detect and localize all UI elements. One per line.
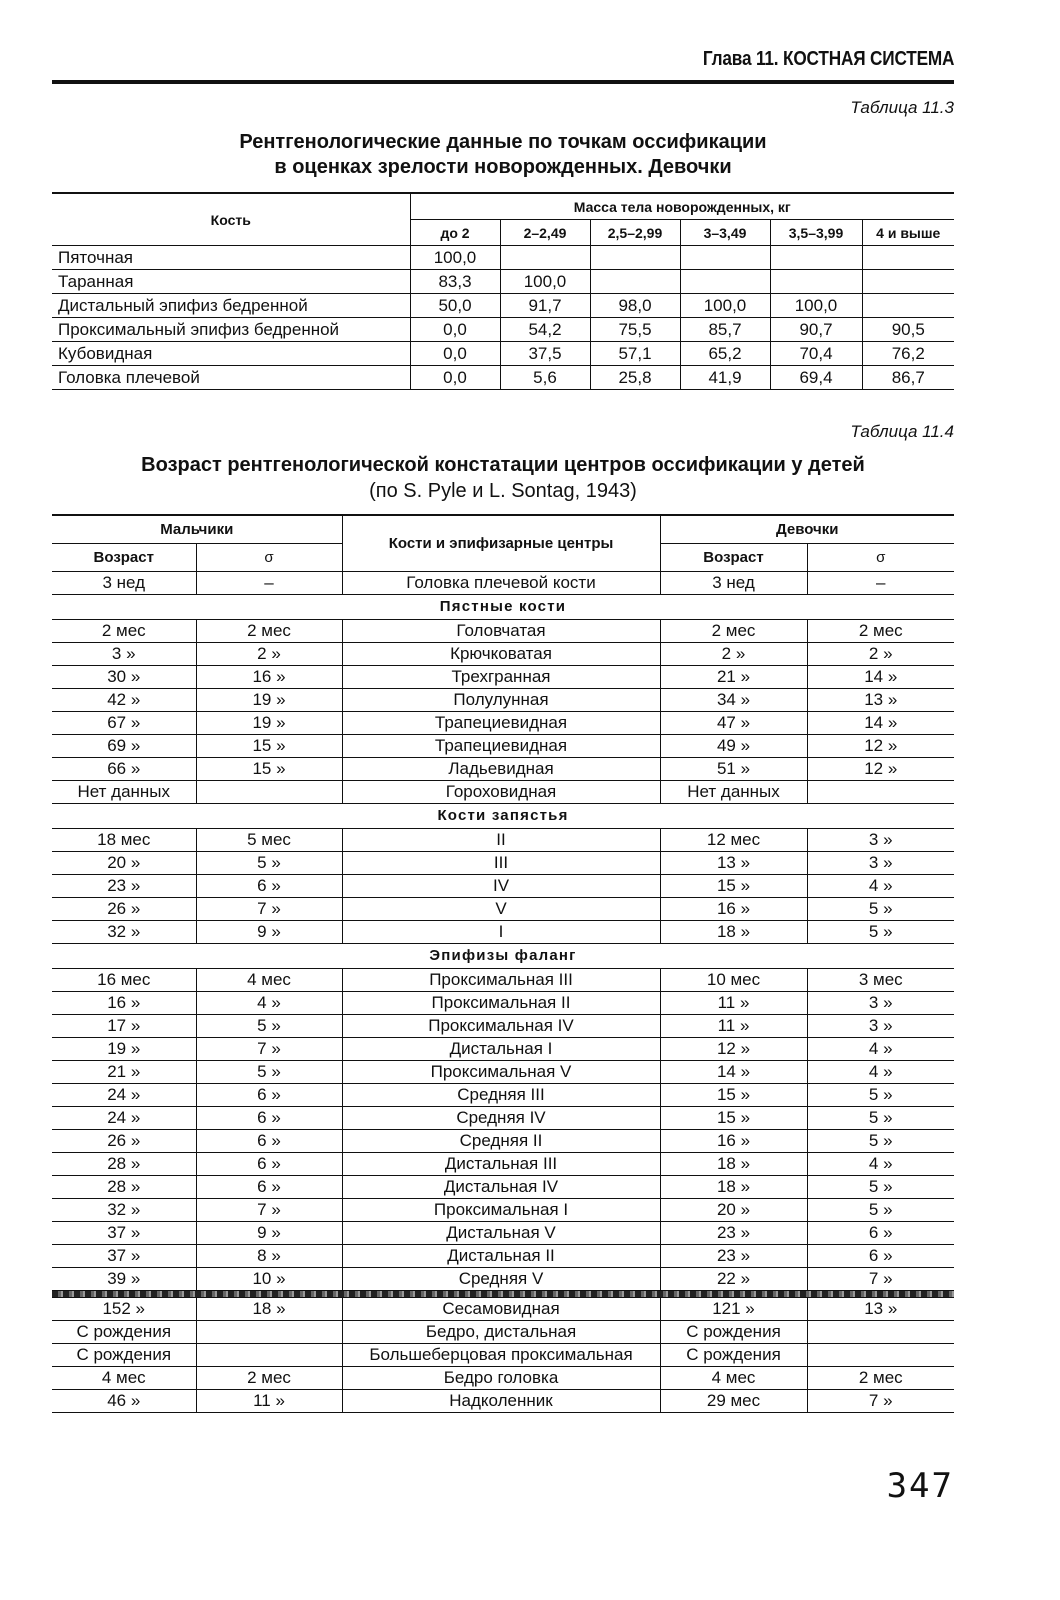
center-name-cell: Дистальная III [342, 1153, 660, 1176]
center-name-cell: Трапециевидная [342, 735, 660, 758]
table-11-4 [52, 514, 954, 1413]
girls-sigma-cell: 4 » [807, 875, 954, 898]
table-row [52, 852, 954, 875]
table-row [52, 898, 954, 921]
table-row [52, 1390, 954, 1413]
girls-age-cell: Нет данных [660, 781, 807, 804]
center-name-cell: Проксимальная II [342, 992, 660, 1015]
value-cell: 85,7 [680, 318, 770, 342]
value-cell [862, 294, 954, 318]
girls-sigma-cell: 5 » [807, 1084, 954, 1107]
bone-name-cell: Кубовидная [52, 342, 410, 366]
girls-age-cell: 11 » [660, 992, 807, 1015]
girls-age-cell: С рождения [660, 1344, 807, 1367]
girls-age-cell: 29 мес [660, 1390, 807, 1413]
table-row [52, 1222, 954, 1245]
table-row [52, 1084, 954, 1107]
girls-age-cell: 15 » [660, 875, 807, 898]
value-cell: 83,3 [410, 270, 500, 294]
center-name-cell: Надколенник [342, 1390, 660, 1413]
boys-sigma-cell: 6 » [196, 1107, 342, 1130]
table-row [52, 666, 954, 689]
boys-age-cell: 16 мес [52, 969, 196, 992]
table-11-3-body [52, 246, 954, 390]
value-cell [590, 246, 680, 270]
column-header-centers: Кости и эпифизарные центры [342, 515, 660, 572]
boys-sigma-cell: 5 мес [196, 829, 342, 852]
boys-sigma-cell: 9 » [196, 1222, 342, 1245]
girls-age-cell: 2 » [660, 643, 807, 666]
table-row [52, 342, 954, 366]
table-row [52, 1321, 954, 1344]
boys-sigma-cell: 2 мес [196, 1367, 342, 1390]
girls-age-cell: 13 » [660, 852, 807, 875]
girls-sigma-cell: 5 » [807, 1199, 954, 1222]
table-row [52, 875, 954, 898]
girls-sigma-cell: 3 » [807, 852, 954, 875]
value-cell: 50,0 [410, 294, 500, 318]
girls-sigma-cell: 12 » [807, 758, 954, 781]
table-row [52, 689, 954, 712]
boys-sigma-cell: 6 » [196, 1176, 342, 1199]
boys-age-cell: 26 » [52, 1130, 196, 1153]
girls-sigma-cell: 14 » [807, 666, 954, 689]
boys-sigma-cell: 6 » [196, 875, 342, 898]
table-row [52, 781, 954, 804]
center-name-cell: Дистальная II [342, 1245, 660, 1268]
table-row [52, 1038, 954, 1061]
value-cell [590, 270, 680, 294]
table-row [52, 1130, 954, 1153]
boys-sigma-cell: 5 » [196, 852, 342, 875]
center-name-cell: Средняя III [342, 1084, 660, 1107]
girls-age-cell: 12 » [660, 1038, 807, 1061]
boys-age-cell: 3 » [52, 643, 196, 666]
table-row [52, 992, 954, 1015]
boys-sigma-cell: 2 мес [196, 620, 342, 643]
table-11-4-number: Таблица 11.4 [850, 422, 954, 441]
boys-sigma-cell: 10 » [196, 1268, 342, 1291]
girls-age-cell: 4 мес [660, 1367, 807, 1390]
table-row [52, 643, 954, 666]
center-name-cell: Бедро, дистальная [342, 1321, 660, 1344]
girls-sigma-cell: 3 » [807, 829, 954, 852]
boys-sigma-cell: 7 » [196, 1199, 342, 1222]
girls-sigma-cell: 5 » [807, 921, 954, 944]
column-header-weight: 2,5–2,99 [590, 220, 680, 246]
value-cell: 76,2 [862, 342, 954, 366]
table-row [52, 270, 954, 294]
section-row [52, 804, 954, 829]
boys-sigma-cell: 4 мес [196, 969, 342, 992]
value-cell: 0,0 [410, 366, 500, 390]
center-name-cell: V [342, 898, 660, 921]
girls-sigma-cell: 5 » [807, 1107, 954, 1130]
center-name-cell: Крючковатая [342, 643, 660, 666]
boys-age-cell: 16 » [52, 992, 196, 1015]
girls-sigma-cell: 3 мес [807, 969, 954, 992]
center-name-cell: Проксимальная IV [342, 1015, 660, 1038]
girls-age-cell: 18 » [660, 1176, 807, 1199]
column-header-weight: 3,5–3,99 [770, 220, 862, 246]
center-name-cell: Проксимальная I [342, 1199, 660, 1222]
table-row [52, 969, 954, 992]
table-row [52, 318, 954, 342]
value-cell: 69,4 [770, 366, 862, 390]
value-cell: 41,9 [680, 366, 770, 390]
center-name-cell: IV [342, 875, 660, 898]
center-name-cell: Большеберцовая проксимальная [342, 1344, 660, 1367]
girls-sigma-cell: 13 » [807, 1298, 954, 1321]
boys-sigma-cell: 5 » [196, 1015, 342, 1038]
section-row [52, 944, 954, 969]
boys-sigma-cell: 19 » [196, 689, 342, 712]
boys-age-cell: 19 » [52, 1038, 196, 1061]
table-row [52, 294, 954, 318]
girls-age-cell: 51 » [660, 758, 807, 781]
value-cell: 75,5 [590, 318, 680, 342]
table-row [52, 1344, 954, 1367]
value-cell: 5,6 [500, 366, 590, 390]
scan-divider [52, 1291, 954, 1298]
boys-age-cell: 28 » [52, 1176, 196, 1199]
column-header-girls-age: Возраст [660, 544, 807, 572]
boys-sigma-cell: 11 » [196, 1390, 342, 1413]
boys-sigma-cell: 7 » [196, 898, 342, 921]
bone-name-cell: Таранная [52, 270, 410, 294]
value-cell [770, 246, 862, 270]
center-name-cell: Средняя II [342, 1130, 660, 1153]
value-cell: 37,5 [500, 342, 590, 366]
value-cell: 65,2 [680, 342, 770, 366]
table-row [52, 1061, 954, 1084]
boys-age-cell: 39 » [52, 1268, 196, 1291]
boys-age-cell: 17 » [52, 1015, 196, 1038]
center-name-cell: Дистальная IV [342, 1176, 660, 1199]
column-header-boys-age: Возраст [52, 544, 196, 572]
boys-age-cell: 32 » [52, 921, 196, 944]
boys-sigma-cell: 2 » [196, 643, 342, 666]
boys-age-cell: С рождения [52, 1321, 196, 1344]
page-number: 347 [886, 1466, 954, 1506]
bone-name-cell: Пяточная [52, 246, 410, 270]
value-cell: 86,7 [862, 366, 954, 390]
center-name-cell: Трапециевидная [342, 712, 660, 735]
girls-sigma-cell: 4 » [807, 1061, 954, 1084]
girls-age-cell: 16 » [660, 1130, 807, 1153]
boys-age-cell: 46 » [52, 1390, 196, 1413]
section-heading: Кости запястья [52, 804, 954, 829]
table-11-4-title: Возраст рентгенологической констатации центров оссификации у детей [141, 454, 865, 476]
girls-age-cell: 14 » [660, 1061, 807, 1084]
boys-age-cell: 66 » [52, 758, 196, 781]
value-cell: 0,0 [410, 342, 500, 366]
boys-age-cell: 67 » [52, 712, 196, 735]
boys-sigma-cell: 16 » [196, 666, 342, 689]
girls-age-cell: 20 » [660, 1199, 807, 1222]
girls-age-cell: 21 » [660, 666, 807, 689]
boys-sigma-cell: 19 » [196, 712, 342, 735]
section-row [52, 595, 954, 620]
boys-age-cell: 21 » [52, 1061, 196, 1084]
column-header-boys-sigma: σ [196, 544, 342, 572]
boys-age-cell: 30 » [52, 666, 196, 689]
boys-age-cell: 2 мес [52, 620, 196, 643]
column-header-girls: Девочки [660, 515, 954, 544]
column-header-bone: Кость [52, 193, 410, 246]
table-row [52, 246, 954, 270]
table-row [52, 1176, 954, 1199]
girls-age-cell: 10 мес [660, 969, 807, 992]
column-header-weight: 4 и выше [862, 220, 954, 246]
boys-sigma-cell [196, 1321, 342, 1344]
girls-age-cell: 18 » [660, 1153, 807, 1176]
girls-sigma-cell: 6 » [807, 1245, 954, 1268]
center-name-cell: Средняя V [342, 1268, 660, 1291]
table-row [52, 1107, 954, 1130]
boys-sigma-cell: 9 » [196, 921, 342, 944]
girls-age-cell: 34 » [660, 689, 807, 712]
value-cell [500, 246, 590, 270]
boys-age-cell: 152 » [52, 1298, 196, 1321]
bone-name-cell: Проксимальный эпифиз бедренной [52, 318, 410, 342]
girls-sigma-cell: 3 » [807, 992, 954, 1015]
boys-age-cell: 32 » [52, 1199, 196, 1222]
girls-age-cell: 23 » [660, 1222, 807, 1245]
center-name-cell: Дистальная I [342, 1038, 660, 1061]
center-name-cell: Дистальная V [342, 1222, 660, 1245]
boys-sigma-cell: 6 » [196, 1130, 342, 1153]
column-header-weight: 2–2,49 [500, 220, 590, 246]
table-11-4-subtitle: (по S. Pyle и L. Sontag, 1943) [369, 480, 637, 502]
girls-sigma-cell [807, 781, 954, 804]
boys-age-cell: 24 » [52, 1084, 196, 1107]
table-row [52, 1199, 954, 1222]
table-11-3-title-line2: в оценках зрелости новорожденных. Девочки [274, 156, 732, 178]
table-11-3-title-line1: Рентгенологические данные по точкам оссификации [239, 131, 767, 153]
boys-age-cell: 20 » [52, 852, 196, 875]
table-row [52, 712, 954, 735]
boys-sigma-cell: 4 » [196, 992, 342, 1015]
table-row [52, 1153, 954, 1176]
girls-age-cell: 23 » [660, 1245, 807, 1268]
column-header-weight-group: Масса тела новорожденных, кг [410, 193, 954, 220]
boys-age-cell: С рождения [52, 1344, 196, 1367]
center-name-cell: Гороховидная [342, 781, 660, 804]
boys-sigma-cell [196, 1344, 342, 1367]
girls-sigma-cell: 4 » [807, 1038, 954, 1061]
boys-age-cell: 4 мес [52, 1367, 196, 1390]
girls-age-cell: 15 » [660, 1107, 807, 1130]
value-cell: 25,8 [590, 366, 680, 390]
table-row [52, 1015, 954, 1038]
boys-age-cell: 69 » [52, 735, 196, 758]
boys-age-cell: 37 » [52, 1245, 196, 1268]
girls-sigma-cell: 2 » [807, 643, 954, 666]
center-name-cell: Трехгранная [342, 666, 660, 689]
section-heading: Эпифизы фаланг [52, 944, 954, 969]
boys-age-cell: 23 » [52, 875, 196, 898]
chapter-header [52, 44, 954, 84]
value-cell: 100,0 [770, 294, 862, 318]
boys-sigma-cell: 6 » [196, 1084, 342, 1107]
girls-sigma-cell: 2 мес [807, 620, 954, 643]
girls-sigma-cell: 13 » [807, 689, 954, 712]
table-row [52, 758, 954, 781]
table-11-3-number: Таблица 11.3 [850, 98, 954, 117]
center-name-cell: Головка плечевой кости [342, 572, 660, 595]
table-row [52, 1268, 954, 1291]
girls-sigma-cell: – [807, 572, 954, 595]
value-cell [862, 270, 954, 294]
table-row [52, 1298, 954, 1321]
center-name-cell: I [342, 921, 660, 944]
value-cell: 90,7 [770, 318, 862, 342]
value-cell: 57,1 [590, 342, 680, 366]
girls-sigma-cell: 7 » [807, 1268, 954, 1291]
girls-age-cell: С рождения [660, 1321, 807, 1344]
table-row [52, 1245, 954, 1268]
center-name-cell: Проксимальная III [342, 969, 660, 992]
girls-sigma-cell: 3 » [807, 1015, 954, 1038]
girls-age-cell: 18 » [660, 921, 807, 944]
boys-sigma-cell: – [196, 572, 342, 595]
girls-age-cell: 11 » [660, 1015, 807, 1038]
boys-sigma-cell: 7 » [196, 1038, 342, 1061]
center-name-cell: III [342, 852, 660, 875]
girls-age-cell: 12 мес [660, 829, 807, 852]
value-cell [680, 246, 770, 270]
girls-sigma-cell: 4 » [807, 1153, 954, 1176]
girls-sigma-cell: 14 » [807, 712, 954, 735]
chapter-title: Глава 11. КОСТНАЯ СИСТЕМА [702, 48, 954, 70]
boys-age-cell: 42 » [52, 689, 196, 712]
value-cell [862, 246, 954, 270]
column-header-boys: Мальчики [52, 515, 342, 544]
value-cell: 100,0 [500, 270, 590, 294]
boys-sigma-cell [196, 781, 342, 804]
section-heading: Пястные кости [52, 595, 954, 620]
value-cell: 91,7 [500, 294, 590, 318]
table-row [52, 735, 954, 758]
boys-age-cell: 26 » [52, 898, 196, 921]
boys-age-cell: 37 » [52, 1222, 196, 1245]
boys-sigma-cell: 8 » [196, 1245, 342, 1268]
center-name-cell: Проксимальная V [342, 1061, 660, 1084]
table-11-4-body [52, 572, 954, 1413]
value-cell: 90,5 [862, 318, 954, 342]
center-name-cell: Сесамовидная [342, 1298, 660, 1321]
table-row [52, 921, 954, 944]
boys-sigma-cell: 15 » [196, 758, 342, 781]
value-cell [680, 270, 770, 294]
center-name-cell: Средняя IV [342, 1107, 660, 1130]
girls-sigma-cell: 7 » [807, 1390, 954, 1413]
column-header-girls-sigma: σ [807, 544, 954, 572]
center-name-cell: Полулунная [342, 689, 660, 712]
table-row [52, 1367, 954, 1390]
table-row [52, 366, 954, 390]
bone-name-cell: Головка плечевой [52, 366, 410, 390]
table-11-3 [52, 192, 954, 390]
girls-sigma-cell: 5 » [807, 898, 954, 921]
girls-age-cell: 49 » [660, 735, 807, 758]
table-row [52, 620, 954, 643]
value-cell [770, 270, 862, 294]
boys-sigma-cell: 6 » [196, 1153, 342, 1176]
center-name-cell: II [342, 829, 660, 852]
center-name-cell: Бедро головка [342, 1367, 660, 1390]
value-cell: 100,0 [680, 294, 770, 318]
table-row [52, 829, 954, 852]
boys-sigma-cell: 5 » [196, 1061, 342, 1084]
girls-age-cell: 121 » [660, 1298, 807, 1321]
girls-sigma-cell: 5 » [807, 1176, 954, 1199]
value-cell: 0,0 [410, 318, 500, 342]
center-name-cell: Ладьевидная [342, 758, 660, 781]
value-cell: 98,0 [590, 294, 680, 318]
girls-sigma-cell: 5 » [807, 1130, 954, 1153]
girls-age-cell: 16 » [660, 898, 807, 921]
center-name-cell: Головчатая [342, 620, 660, 643]
girls-sigma-cell [807, 1321, 954, 1344]
girls-sigma-cell [807, 1344, 954, 1367]
girls-sigma-cell: 2 мес [807, 1367, 954, 1390]
scan-divider-band [52, 1291, 954, 1298]
value-cell: 100,0 [410, 246, 500, 270]
value-cell: 70,4 [770, 342, 862, 366]
girls-age-cell: 15 » [660, 1084, 807, 1107]
table-row [52, 572, 954, 595]
boys-age-cell: 24 » [52, 1107, 196, 1130]
boys-age-cell: 18 мес [52, 829, 196, 852]
column-header-weight: 3–3,49 [680, 220, 770, 246]
bone-name-cell: Дистальный эпифиз бедренной [52, 294, 410, 318]
column-header-weight: до 2 [410, 220, 500, 246]
girls-sigma-cell: 6 » [807, 1222, 954, 1245]
girls-sigma-cell: 12 » [807, 735, 954, 758]
value-cell: 54,2 [500, 318, 590, 342]
girls-age-cell: 2 мес [660, 620, 807, 643]
girls-age-cell: 47 » [660, 712, 807, 735]
boys-sigma-cell: 18 » [196, 1298, 342, 1321]
boys-sigma-cell: 15 » [196, 735, 342, 758]
boys-age-cell: 28 » [52, 1153, 196, 1176]
boys-age-cell: 3 нед [52, 572, 196, 595]
boys-age-cell: Нет данных [52, 781, 196, 804]
girls-age-cell: 3 нед [660, 572, 807, 595]
girls-age-cell: 22 » [660, 1268, 807, 1291]
